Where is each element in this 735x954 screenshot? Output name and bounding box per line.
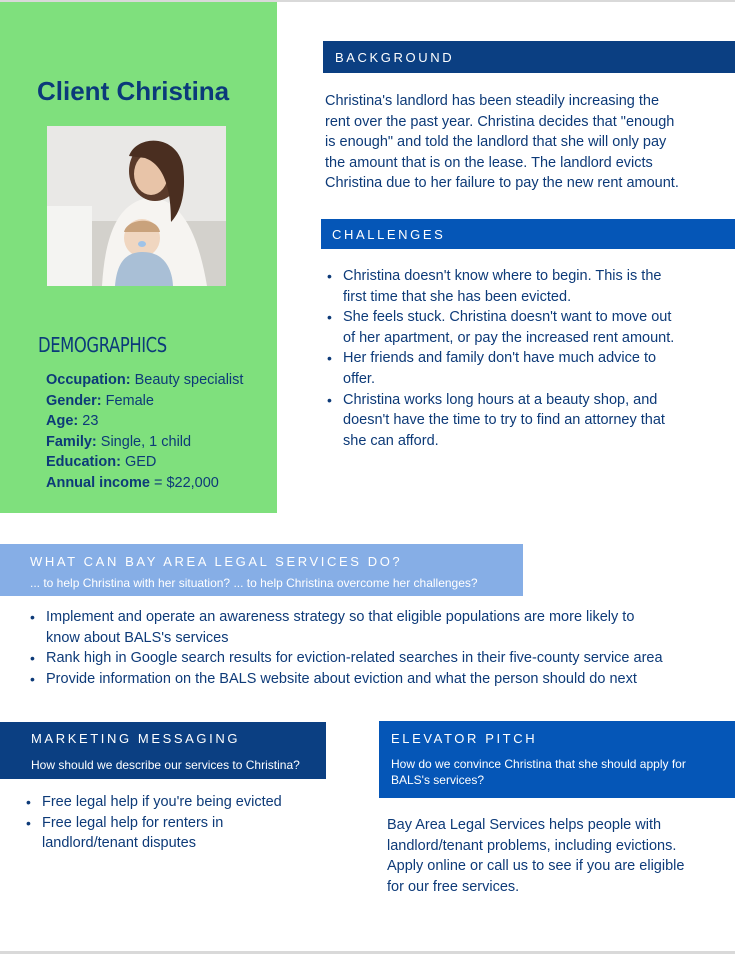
marketing-title: MARKETING MESSAGING bbox=[31, 731, 241, 746]
list-item: • Rank high in Google search results for eviction-related searches in their five-county service area bbox=[28, 648, 718, 669]
list-item: • Implement and operate an awareness strategy so that eligible populations are more likely to know about BALS's services bbox=[28, 607, 718, 648]
demographic-value: Beauty specialist bbox=[130, 372, 244, 388]
demographics-row bbox=[46, 432, 243, 453]
demographic-label: Occupation: bbox=[46, 372, 131, 388]
elevator-pitch-header bbox=[379, 721, 735, 798]
demographic-label: Gender: bbox=[46, 392, 102, 409]
background-line: rent over the past year. Christina decides that "enough bbox=[325, 113, 675, 130]
demographic-value: Female bbox=[101, 392, 154, 409]
challenges-title: CHALLENGES bbox=[332, 227, 446, 242]
list-item: • Free legal help for renters in landlord/tenant disputes bbox=[24, 813, 324, 854]
what-can-list bbox=[28, 607, 718, 689]
background-line: Christina due to her failure to pay the new rent amount. bbox=[325, 175, 679, 192]
challenges-list bbox=[325, 266, 705, 451]
demographic-label: Age: bbox=[46, 413, 79, 430]
marketing-subtitle: How should we describe our services to Christina? bbox=[31, 758, 300, 772]
demographics-list bbox=[46, 370, 243, 494]
demographics-row bbox=[46, 391, 243, 412]
challenges-header bbox=[321, 219, 735, 249]
mother-and-child-photo bbox=[47, 126, 226, 286]
background-header bbox=[323, 41, 735, 73]
list-item: • Christina doesn't know where to begin. This is the first time that she has been evicted. bbox=[325, 266, 705, 307]
demographics-title: DEMOGRAPHICS bbox=[38, 333, 167, 357]
marketing-messaging-header bbox=[0, 722, 326, 779]
what-can-title: WHAT CAN BAY AREA LEGAL SERVICES DO? bbox=[30, 554, 403, 569]
list-item: • Provide information on the BALS website about eviction and what the person should do next bbox=[28, 669, 718, 690]
elevator-line: Bay Area Legal Services helps people with bbox=[387, 817, 662, 833]
background-line: the amount that is on the lease. The landlord evicts bbox=[325, 154, 653, 171]
background-text bbox=[325, 91, 679, 194]
list-item: • Free legal help if you're being evicted bbox=[24, 792, 324, 813]
list-item: • Christina works long hours at a beauty shop, and doesn't have the time to try to find an attorney that she can afford. bbox=[325, 390, 705, 452]
demographics-row bbox=[46, 473, 243, 494]
list-item: • Her friends and family don't have much advice to offer. bbox=[325, 348, 705, 389]
elevator-subtitle: How do we convince Christina that she should apply for BALS's services? bbox=[391, 757, 686, 787]
demographic-value: = $22,000 bbox=[149, 474, 219, 491]
demographic-label: Family: bbox=[46, 433, 97, 450]
what-can-bals-do-header bbox=[0, 544, 523, 596]
elevator-line: for our free services. bbox=[387, 878, 520, 895]
what-can-subtitle: ... to help Christina with her situation? ... to help Christina overcome her challenges? bbox=[30, 576, 478, 590]
elevator-line: landlord/tenant problems, including evictions. bbox=[387, 837, 677, 854]
elevator-title: ELEVATOR PITCH bbox=[391, 731, 538, 746]
demographic-value: 23 bbox=[78, 413, 99, 430]
demographics-row bbox=[46, 452, 243, 473]
demographic-value: GED bbox=[120, 454, 157, 471]
demographics-row bbox=[46, 411, 243, 432]
background-title: BACKGROUND bbox=[335, 50, 455, 65]
elevator-pitch-text bbox=[387, 815, 684, 897]
elevator-line: Apply online or call us to see if you are eligible bbox=[387, 858, 685, 875]
demographics-row bbox=[46, 370, 243, 391]
marketing-list bbox=[24, 792, 324, 854]
demographic-label: Annual income bbox=[46, 474, 150, 491]
demographic-value: Single, 1 child bbox=[96, 433, 192, 450]
background-line: is enough" and told the landlord that she will only pay bbox=[325, 134, 667, 151]
list-item: • She feels stuck. Christina doesn't want to move out of her apartment, or pay the increased rent amount. bbox=[325, 307, 705, 348]
client-name: Client Christina bbox=[37, 76, 230, 106]
background-line: Christina's landlord has been steadily increasing the bbox=[325, 93, 660, 109]
demographic-label: Education: bbox=[46, 454, 121, 471]
